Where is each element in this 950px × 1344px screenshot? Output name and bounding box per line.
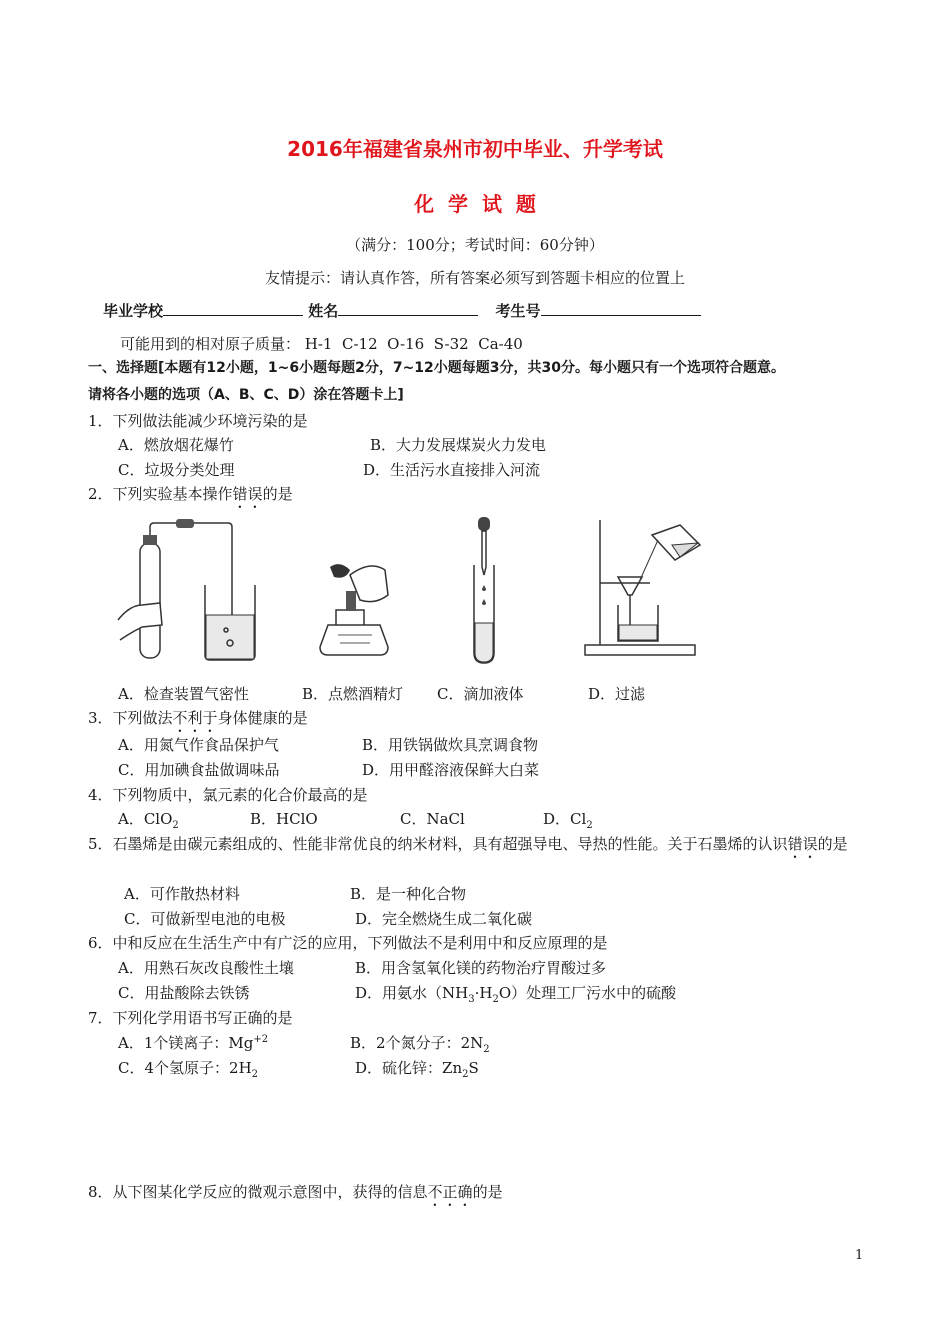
- q2-option-d: D．过滤: [588, 685, 646, 703]
- q6-option-b: B．用含氢氧化镁的药物治疗胃酸过多: [355, 959, 607, 977]
- student-info-row: [103, 300, 701, 321]
- q2-option-b: B．点燃酒精灯: [302, 685, 404, 703]
- q2-stem: 2．下列实验基本操作错误的是: [88, 485, 293, 503]
- q3-stem: 3．下列做法不利于身体健康的是: [88, 709, 308, 727]
- q5-option-a: A．可作散热材料: [124, 885, 240, 903]
- exam-no-blank[interactable]: [541, 301, 701, 316]
- section1-line2: 请将各小题的选项（A、B、C、D）涂在答题卡上]: [88, 387, 404, 403]
- q1-option-d: D．生活污水直接排入河流: [363, 461, 541, 479]
- airtightness-check-figure: [110, 515, 270, 665]
- q5-stem: 5．石墨烯是由碳元素组成的、性能非常优良的纳米材料，具有超强导电、导热的性能。关于石墨烯的认识错误的是: [88, 835, 848, 853]
- q1-option-b: B．大力发展煤炭火力发电: [370, 436, 547, 454]
- exam-info: （满分：100分；考试时间：60分钟）: [346, 236, 604, 254]
- q5-option-d: D．完全燃烧生成二氧化碳: [355, 910, 533, 928]
- q6-stem: 6．中和反应在生活生产中有广泛的应用，下列做法不是利用中和反应原理的是: [88, 934, 608, 952]
- q1-stem: 1．下列做法能减少环境污染的是: [88, 412, 308, 430]
- atomic-mass-line: 可能用到的相对原子质量： H-1 C-12 O-16 S-32 Ca-40: [120, 335, 523, 353]
- exam-subtitle: 化 学 试 题: [414, 192, 536, 216]
- q2-option-c: C．滴加液体: [437, 685, 524, 703]
- q7-option-a: A．1个镁离子：$Mg^{+2}$: [118, 1034, 269, 1052]
- q3-option-b: B．用铁锅做炊具烹调食物: [362, 736, 539, 754]
- q3-option-c: C．用加碘食盐做调味品: [118, 761, 280, 779]
- q4-option-c: C．NaCl: [400, 810, 465, 828]
- q6-option-d: D．用氨水$(NH_3\cdot H_2O)$处理工厂污水中的硫酸: [355, 984, 677, 1005]
- q7-option-b: B．2个氮分子：$2N_2$: [350, 1034, 490, 1055]
- q7-option-c: C．4个氢原子：$2H_2$: [118, 1059, 259, 1080]
- q3-option-d: D．用甲醛溶液保鲜大白菜: [362, 761, 540, 779]
- page-number: 1: [855, 1248, 864, 1263]
- q1-option-a: A．燃放烟花爆竹: [118, 436, 234, 454]
- q8-stem: 8．从下图某化学反应的微观示意图中，获得的信息不正确的是: [88, 1183, 503, 1201]
- school-blank[interactable]: [163, 301, 303, 316]
- q7-option-d: D．硫化锌：$Zn_2S$: [355, 1059, 479, 1080]
- q5-option-c: C．可做新型电池的电极: [124, 910, 286, 928]
- exam-no-label: 考生号: [495, 302, 541, 320]
- q4-option-d: D．$Cl_2$: [543, 810, 593, 831]
- q6-option-a: A．用熟石灰改良酸性土壤: [118, 959, 294, 977]
- q2-option-a: A．检查装置气密性: [118, 685, 249, 703]
- lighting-lamp-figure: [300, 555, 410, 665]
- school-label: 毕业学校: [103, 302, 164, 320]
- q4-option-a: A．ClO$_2$: [118, 810, 179, 831]
- filtration-figure: [580, 515, 720, 665]
- q5-option-b: B．是一种化合物: [350, 885, 467, 903]
- section1-line1: 一、选择题[本题有12小题，1~6小题每题2分，7~12小题每题3分，共30分。每小题只有一个选项符合题意。: [88, 360, 786, 376]
- q7-stem: 7．下列化学用语书写正确的是: [88, 1009, 293, 1027]
- exam-title: 2016年福建省泉州市初中毕业、升学考试: [287, 137, 663, 161]
- q3-option-a: A．用氮气作食品保护气: [118, 736, 279, 754]
- name-label: 姓名: [308, 302, 339, 320]
- q1-option-c: C．垃圾分类处理: [118, 461, 235, 479]
- q6-option-c: C．用盐酸除去铁锈: [118, 984, 250, 1002]
- dropping-liquid-figure: [460, 515, 510, 665]
- q4-stem: 4．下列物质中，氯元素的化合价最高的是: [88, 786, 368, 804]
- q4-option-b: B．HClO: [250, 810, 318, 828]
- name-blank[interactable]: [338, 301, 478, 316]
- exam-tip: 友情提示：请认真作答，所有答案必须写到答题卡相应的位置上: [264, 269, 685, 287]
